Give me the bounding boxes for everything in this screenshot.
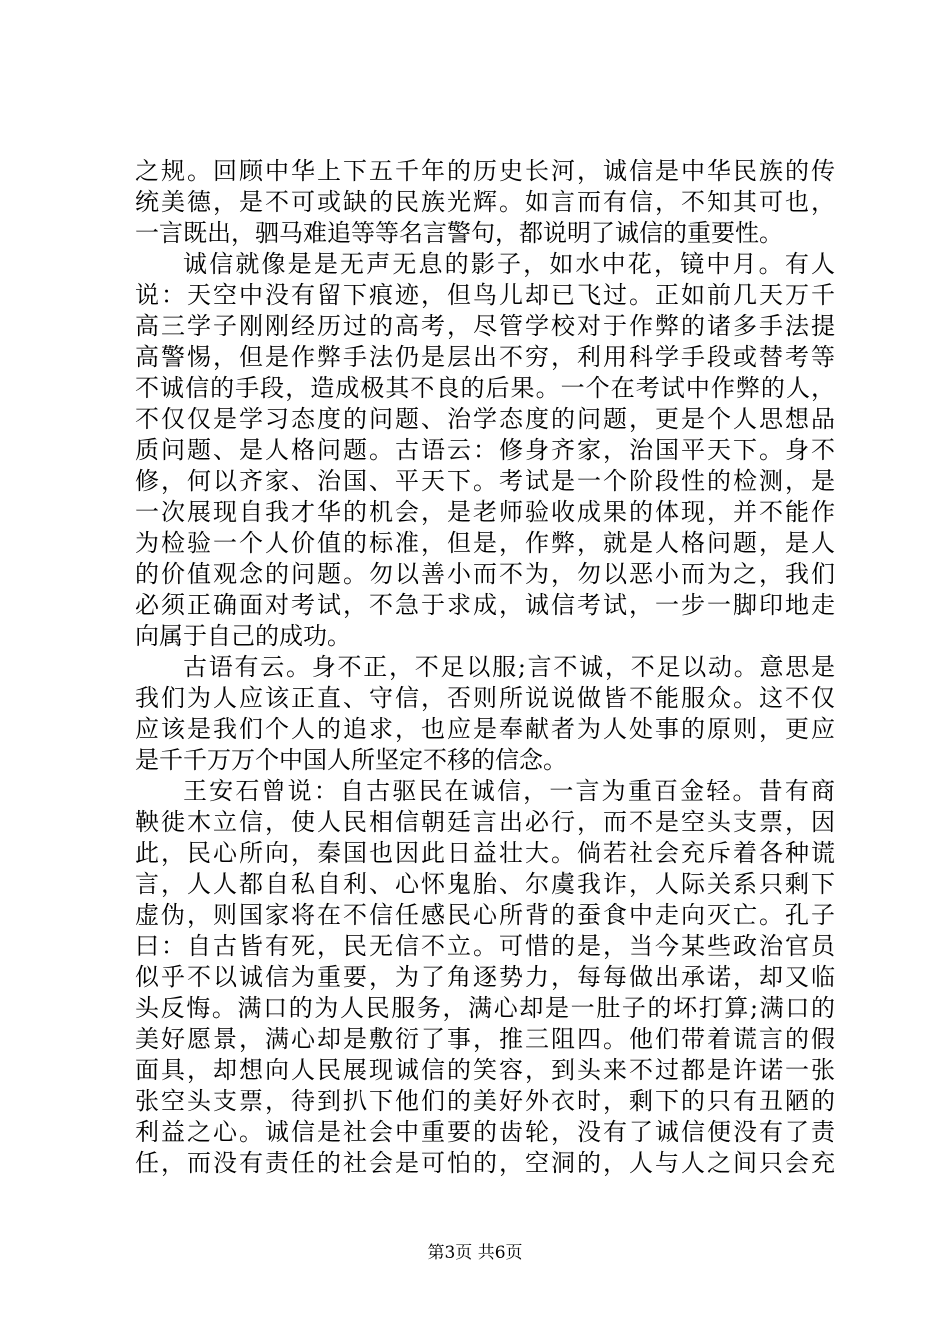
paragraph [135,652,835,776]
text-line: 不仅仅是学习态度的问题、治学态度的问题，更是个人思想品 [135,405,835,433]
paragraph [135,249,835,652]
text-line: 之规。回顾中华上下五千年的历史长河，诚信是中华民族的传 [135,157,835,185]
text-line: 此，民心所向，秦国也因此日益壮大。倘若社会充斥着各种谎 [135,839,835,867]
text-line: 统美德，是不可或缺的民族光辉。如言而有信，不知其可也， [135,188,835,216]
text-line: 一言既出，驷马难追等等名言警句，都说明了诚信的重要性。 [135,219,783,247]
text-line: 虚伪，则国家将在不信任感民心所背的蚕食中走向灭亡。孔子 [135,901,835,929]
text-line: 王安石曾说：自古驱民在诚信，一言为重百金轻。昔有商 [183,777,835,805]
text-line: 高警惕，但是作弊手法仍是层出不穷，利用科学手段或替考等 [135,343,835,371]
text-line: 古语有云。身不正，不足以服;言不诚，不足以动。意思是 [183,653,835,681]
text-line: 是千千万万个中国人所坚定不移的信念。 [135,746,567,774]
body-text [135,156,835,1179]
text-line: 说：天空中没有留下痕迹，但鸟儿却已飞过。正如前几天万千 [135,281,835,309]
text-line: 向属于自己的成功。 [135,622,351,650]
text-line: 曰：自古皆有死，民无信不立。可惜的是，当今某些政治官员 [135,932,835,960]
text-line: 不诚信的手段，造成极其不良的后果。一个在考试中作弊的人， [135,374,835,402]
paragraph [135,776,835,1179]
text-line: 鞅徙木立信，使人民相信朝廷言出必行，而不是空头支票，因 [135,808,835,836]
text-line: 美好愿景，满心却是敷衍了事，推三阻四。他们带着谎言的假 [135,1025,835,1053]
text-line: 必须正确面对考试，不急于求成，诚信考试，一步一脚印地走 [135,591,835,619]
text-line: 张空头支票，待到扒下他们的美好外衣时，剩下的只有丑陋的 [135,1087,835,1115]
text-line: 一次展现自我才华的机会，是老师验收成果的体现，并不能作 [135,498,835,526]
text-line: 面具，却想向人民展现诚信的笑容，到头来不过都是许诺一张 [135,1056,835,1084]
page-footer: 第3页 共6页 [427,1243,523,1263]
text-line: 头反悔。满口的为人民服务，满心却是一肚子的坏打算;满口的 [135,994,835,1022]
text-line: 的价值观念的问题。勿以善小而不为，勿以恶小而为之，我们 [135,560,835,588]
text-line: 诚信就像是是无声无息的影子，如水中花，镜中月。有人 [183,250,835,278]
text-line: 利益之心。诚信是社会中重要的齿轮，没有了诚信便没有了责 [135,1118,835,1146]
text-line: 为检验一个人价值的标准，但是，作弊，就是人格问题，是人 [135,529,835,557]
text-line: 高三学子刚刚经历过的高考，尽管学校对于作弊的诸多手法提 [135,312,835,340]
text-line: 质问题、是人格问题。古语云：修身齐家，治国平天下。身不 [135,436,835,464]
text-line: 言，人人都自私自利、心怀鬼胎、尔虞我诈，人际关系只剩下 [135,870,835,898]
text-line: 修，何以齐家、治国、平天下。考试是一个阶段性的检测，是 [135,467,835,495]
text-line: 似乎不以诚信为重要，为了角逐势力，每每做出承诺，却又临 [135,963,835,991]
text-line: 应该是我们个人的追求，也应是奉献者为人处事的原则，更应 [135,715,835,743]
text-line: 任，而没有责任的社会是可怕的，空洞的，人与人之间只会充 [135,1149,835,1177]
text-line: 我们为人应该正直、守信，否则所说说做皆不能服众。这不仅 [135,684,835,712]
paragraph [135,156,835,249]
